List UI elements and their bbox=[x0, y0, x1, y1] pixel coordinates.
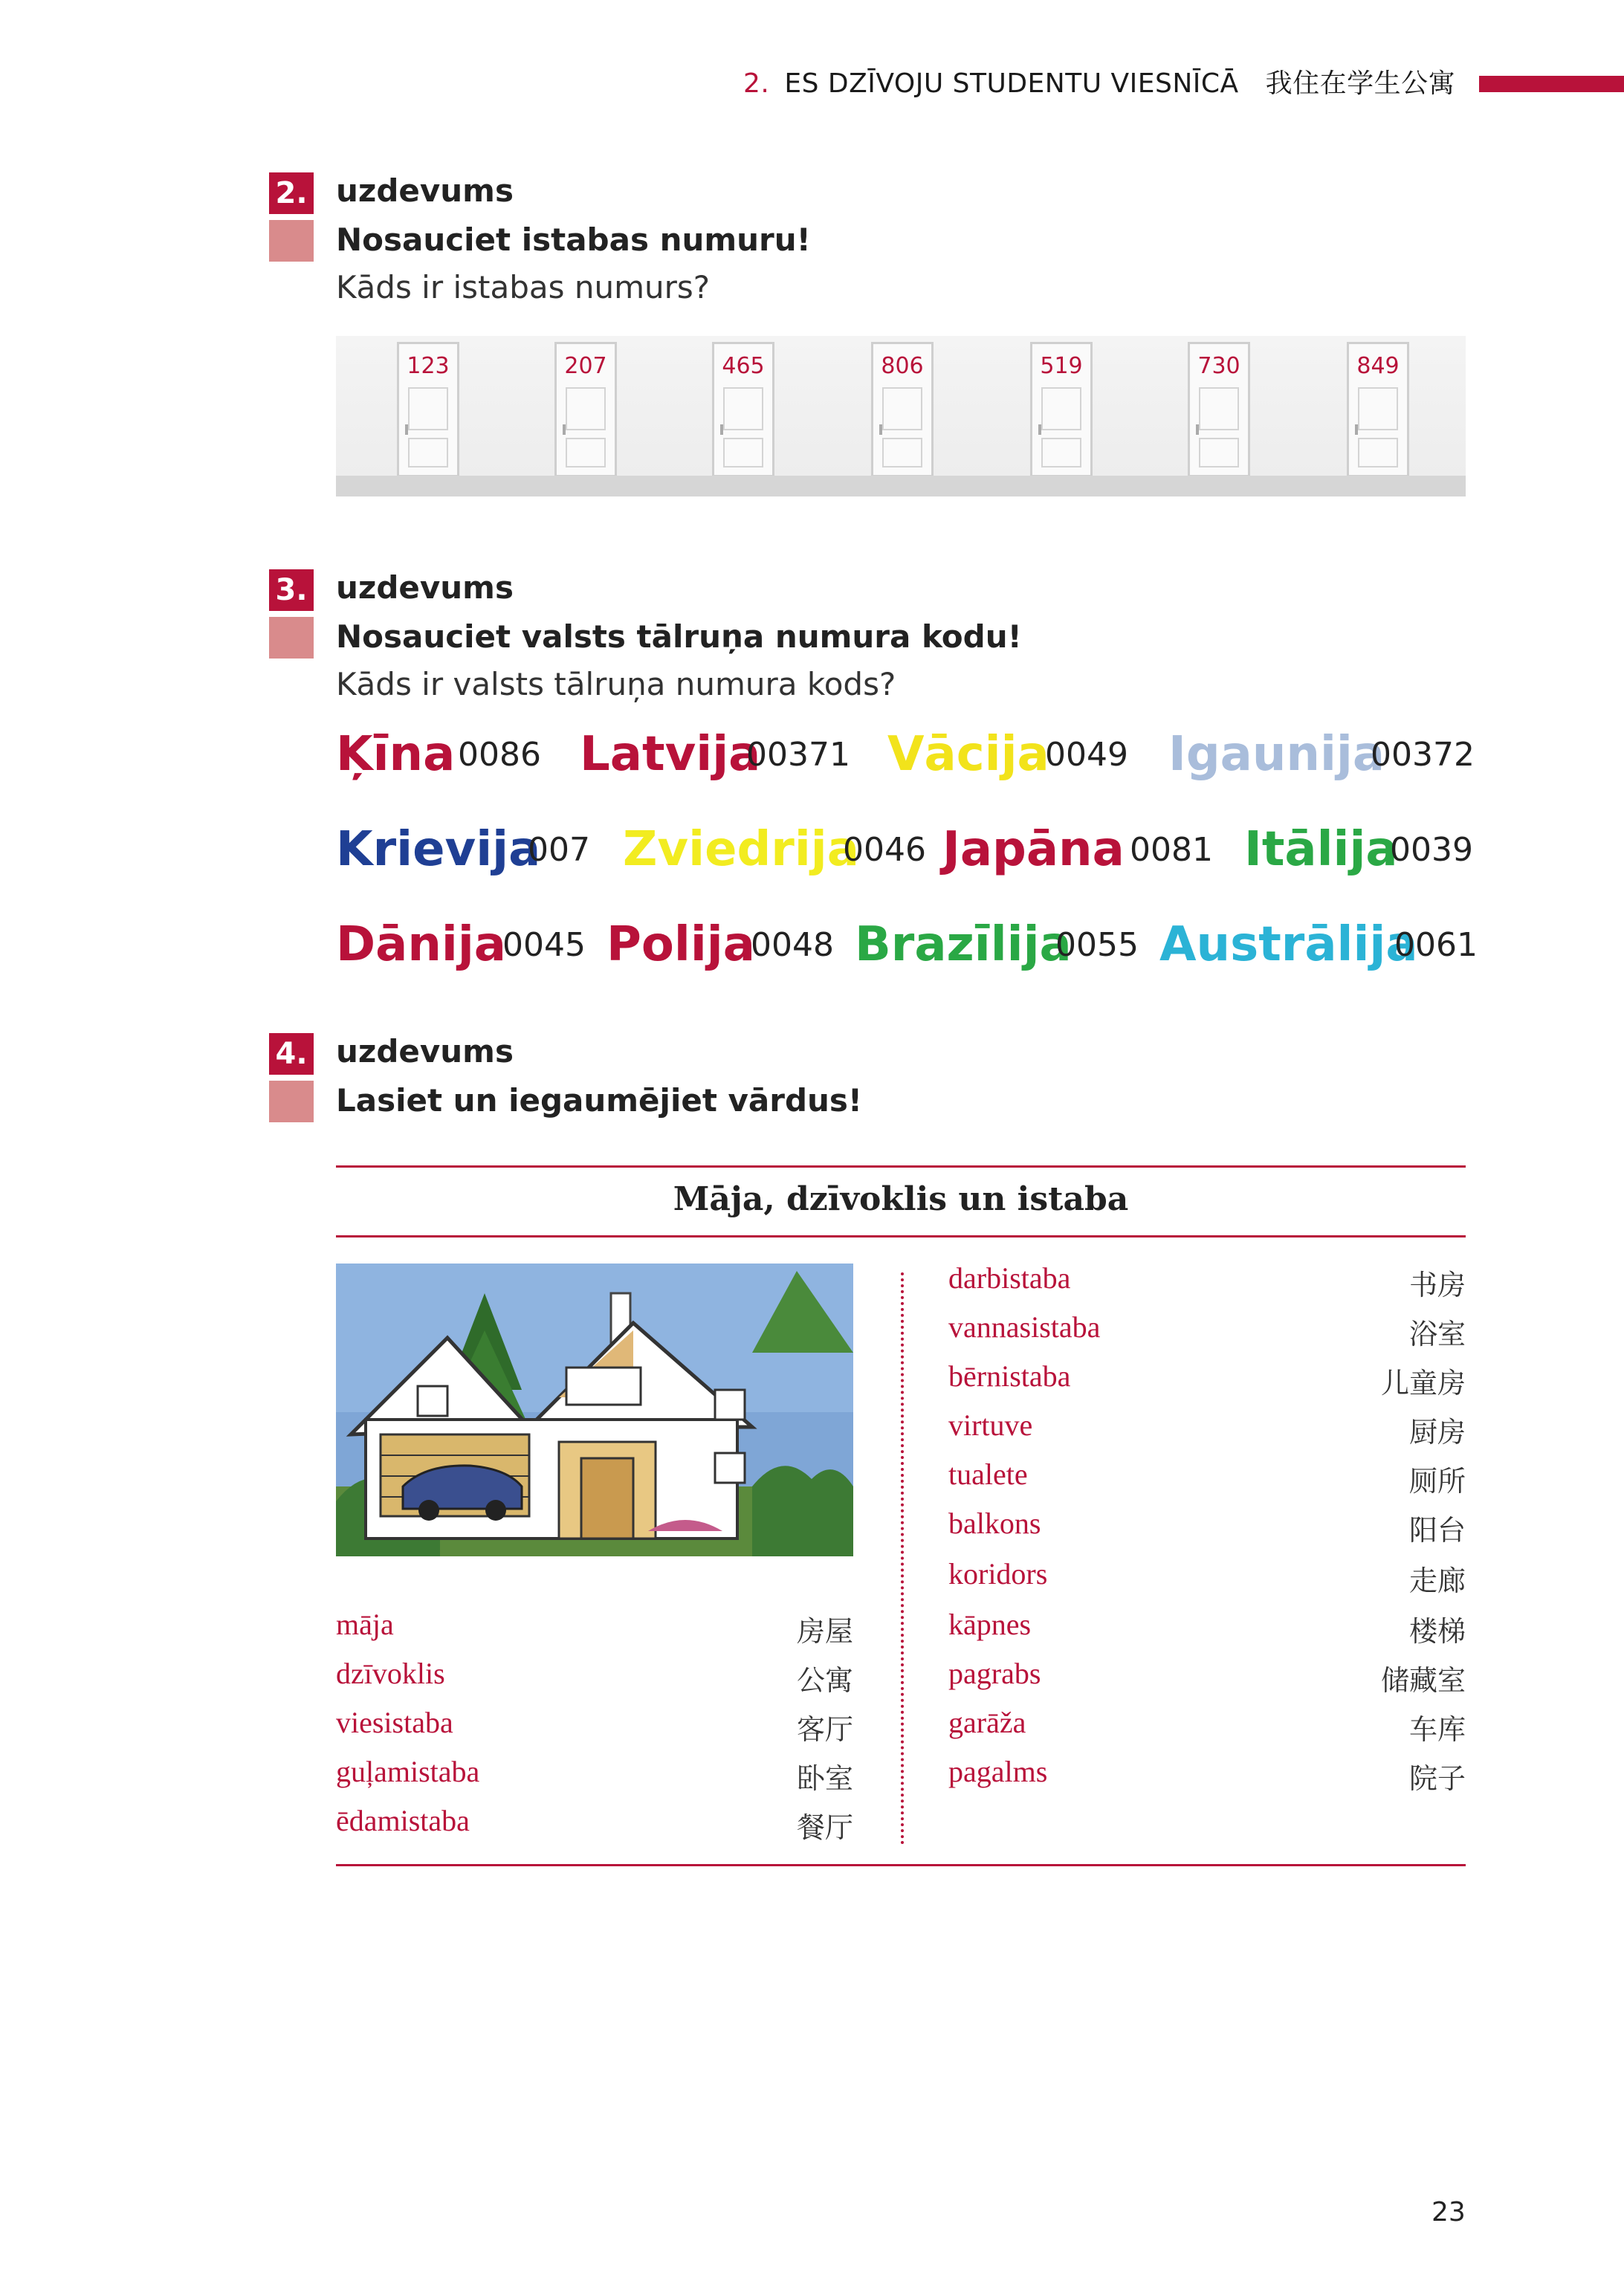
vocab-word: vannasistaba bbox=[948, 1310, 1101, 1344]
chapter-header bbox=[743, 62, 1455, 100]
door bbox=[712, 342, 774, 477]
door-number: 207 bbox=[564, 353, 607, 379]
door-number: 123 bbox=[407, 353, 450, 379]
country-code: 0046 bbox=[843, 831, 926, 869]
exercise-3-label: uzdevums bbox=[336, 569, 514, 606]
exercise-2-label: uzdevums bbox=[336, 172, 514, 209]
vocab-translation: 卧室 bbox=[796, 1762, 853, 1795]
exercise-3-badge: 3. bbox=[269, 569, 314, 611]
vocab-word: bērnistaba bbox=[948, 1359, 1071, 1393]
country-name: Vācija bbox=[887, 727, 1049, 782]
vocab-translation: 厨房 bbox=[1408, 1416, 1466, 1449]
door bbox=[554, 342, 617, 477]
country-name: Zviedrija bbox=[623, 822, 859, 877]
door bbox=[1347, 342, 1409, 477]
door-number: 806 bbox=[881, 353, 924, 379]
door-number: 849 bbox=[1356, 353, 1400, 379]
exercise-4-badge-box bbox=[269, 1081, 314, 1122]
vocab-word: balkons bbox=[948, 1507, 1041, 1540]
exercise-4-instruction: Lasiet un iegaumējiet vārdus! bbox=[336, 1082, 863, 1119]
country-name: Itālija bbox=[1244, 822, 1398, 877]
vocab-title: Māja, dzīvoklis un istaba bbox=[673, 1180, 1129, 1218]
vocab-translation: 浴室 bbox=[1408, 1318, 1466, 1350]
country-code: 0045 bbox=[502, 926, 586, 964]
country-name: Ķīna bbox=[336, 727, 456, 782]
country-code: 00372 bbox=[1371, 736, 1475, 774]
vocab-translation: 车库 bbox=[1408, 1713, 1466, 1746]
chapter-number: 2. bbox=[743, 68, 770, 99]
house-illustration bbox=[336, 1264, 853, 1556]
vocab-word: viesistaba bbox=[336, 1706, 453, 1739]
exercise-2-badge: 2. bbox=[269, 172, 314, 214]
vocab-translation: 储藏室 bbox=[1380, 1664, 1466, 1697]
doors-strip bbox=[336, 336, 1466, 495]
vocab-translation: 阳台 bbox=[1408, 1514, 1466, 1547]
vocab-word: kāpnes bbox=[948, 1608, 1032, 1641]
vocab-column-divider bbox=[901, 1272, 904, 1845]
country-code: 0049 bbox=[1045, 736, 1128, 774]
vocab-translation: 公寓 bbox=[796, 1664, 853, 1697]
country-name: Austrālija bbox=[1159, 917, 1418, 972]
country-name: Latvija bbox=[580, 727, 761, 782]
vocab-translation: 房屋 bbox=[796, 1615, 853, 1648]
door bbox=[1188, 342, 1250, 477]
vocab-bottom-rule bbox=[336, 1864, 1466, 1866]
door-number: 519 bbox=[1040, 353, 1083, 379]
vocab-translation: 楼梯 bbox=[1408, 1615, 1466, 1648]
vocab-translation: 书房 bbox=[1408, 1269, 1466, 1301]
vocab-word: virtuve bbox=[948, 1408, 1033, 1442]
exercise-3-instruction: Nosauciet valsts tālruņa numura kodu! bbox=[336, 618, 1022, 655]
door bbox=[397, 342, 459, 477]
chapter-title-lv: ES DZĪVOJU STUDENTU VIESNĪCĀ bbox=[784, 68, 1239, 99]
vocab-translation: 走廊 bbox=[1408, 1565, 1466, 1597]
country-name: Japāna bbox=[942, 822, 1125, 877]
vocab-top-rule bbox=[336, 1165, 1466, 1168]
country-code: 0048 bbox=[751, 926, 834, 964]
country-code: 0055 bbox=[1055, 926, 1139, 964]
exercise-4-label: uzdevums bbox=[336, 1033, 514, 1070]
door bbox=[1030, 342, 1093, 477]
vocab-word: pagrabs bbox=[948, 1657, 1041, 1690]
door-number: 730 bbox=[1197, 353, 1240, 379]
exercise-2-badge-box bbox=[269, 220, 314, 262]
exercise-2-instruction: Nosauciet istabas numuru! bbox=[336, 221, 811, 258]
country-code: 00371 bbox=[746, 736, 850, 774]
vocab-word: darbistaba bbox=[948, 1261, 1071, 1295]
country-name: Polija bbox=[606, 917, 755, 972]
vocab-word: koridors bbox=[948, 1557, 1048, 1591]
vocab-word: dzīvoklis bbox=[336, 1657, 445, 1690]
doors-floor bbox=[336, 476, 1466, 496]
vocab-word: pagalms bbox=[948, 1755, 1048, 1788]
page-number: 23 bbox=[1431, 2197, 1466, 2227]
exercise-2-question: Kāds ir istabas numurs? bbox=[336, 269, 711, 305]
country-name: Brazīlija bbox=[855, 917, 1072, 972]
exercise-3-question: Kāds ir valsts tālruņa numura kods? bbox=[336, 666, 896, 702]
country-code: 0039 bbox=[1390, 831, 1473, 869]
vocab-word: garāža bbox=[948, 1706, 1026, 1739]
exercise-4-badge: 4. bbox=[269, 1033, 314, 1075]
vocab-word: guļamistaba bbox=[336, 1755, 480, 1788]
chapter-title-zh: 我住在学生公寓 bbox=[1265, 68, 1456, 99]
exercise-3-badge-box bbox=[269, 617, 314, 659]
vocab-title-rule bbox=[336, 1235, 1466, 1237]
door bbox=[871, 342, 934, 477]
door-number: 465 bbox=[722, 353, 765, 379]
country-name: Igaunija bbox=[1168, 727, 1385, 782]
vocab-translation: 院子 bbox=[1408, 1762, 1466, 1795]
vocab-translation: 厕所 bbox=[1408, 1465, 1466, 1498]
header-accent-bar bbox=[1479, 76, 1624, 92]
vocab-word: tualete bbox=[948, 1457, 1028, 1491]
country-name: Dānija bbox=[336, 917, 506, 972]
vocab-translation: 餐厅 bbox=[796, 1811, 853, 1844]
country-name: Krievija bbox=[336, 822, 541, 877]
vocab-word: māja bbox=[336, 1608, 394, 1641]
country-code: 007 bbox=[528, 831, 590, 869]
country-code: 0061 bbox=[1394, 926, 1478, 964]
country-code: 0081 bbox=[1130, 831, 1213, 869]
country-code: 0086 bbox=[458, 736, 541, 774]
vocab-translation: 客厅 bbox=[796, 1713, 853, 1746]
vocab-word: ēdamistaba bbox=[336, 1804, 470, 1837]
vocab-translation: 儿童房 bbox=[1380, 1367, 1466, 1400]
